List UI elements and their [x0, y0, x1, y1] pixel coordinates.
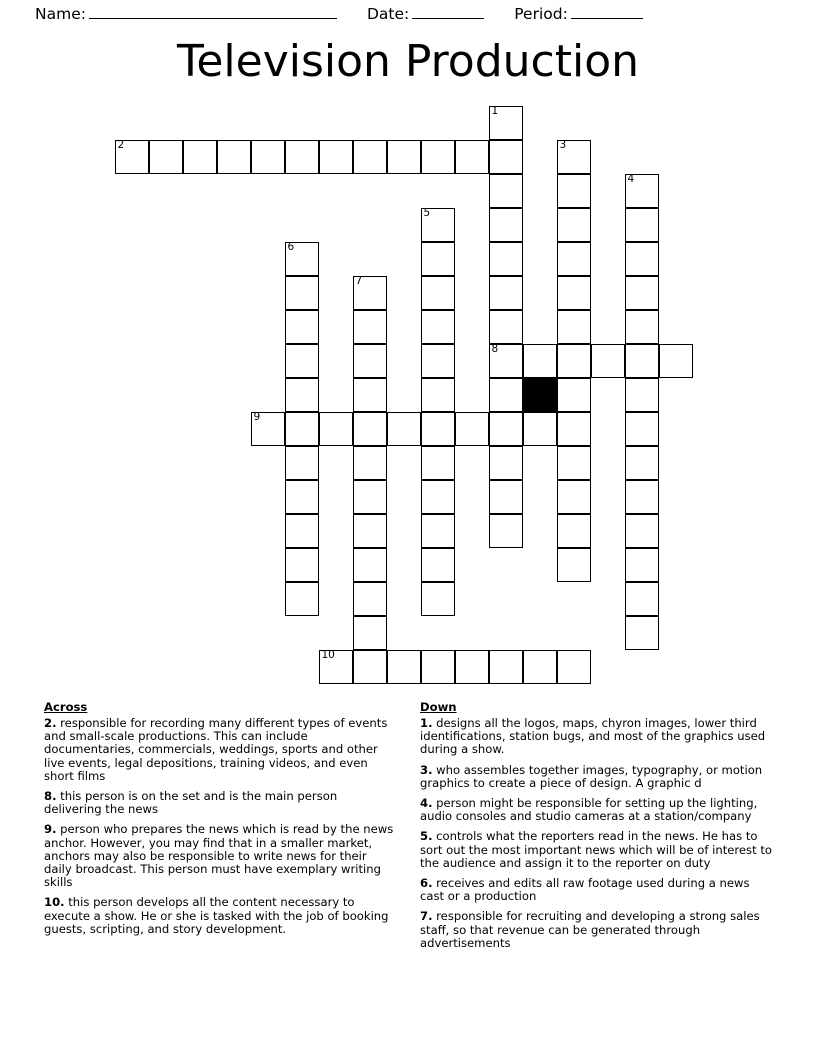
crossword-cell[interactable]: [625, 378, 659, 412]
crossword-cell-number: 3: [559, 139, 567, 151]
crossword-cell[interactable]: [625, 548, 659, 582]
crossword-cell[interactable]: [319, 140, 353, 174]
crossword-cell[interactable]: [421, 480, 455, 514]
clue-number: 10.: [44, 895, 65, 910]
crossword-cell[interactable]: [625, 514, 659, 548]
crossword-cell[interactable]: [251, 412, 285, 446]
clue-text: this person develops all the content necessary to execute a show. He or she is tasked with the job of booking guests, scripting, and story development.: [44, 895, 389, 936]
crossword-cell[interactable]: [625, 344, 659, 378]
crossword-cell[interactable]: [353, 650, 387, 684]
crossword-cell[interactable]: [217, 140, 251, 174]
crossword-cell[interactable]: [489, 276, 523, 310]
crossword-cell[interactable]: [489, 650, 523, 684]
crossword-cell[interactable]: [353, 548, 387, 582]
crossword-cell[interactable]: [421, 140, 455, 174]
crossword-cell-number: 5: [423, 207, 431, 219]
crossword-cell[interactable]: [523, 650, 557, 684]
crossword-cell[interactable]: [489, 514, 523, 548]
clue-text: receives and edits all raw footage used during a news cast or a production: [420, 876, 750, 904]
crossword-cell[interactable]: [421, 650, 455, 684]
crossword-cell[interactable]: [149, 140, 183, 174]
crossword-cell[interactable]: [353, 310, 387, 344]
crossword-cell[interactable]: [557, 514, 591, 548]
name-label: Name:: [35, 5, 86, 23]
crossword-cell[interactable]: [285, 446, 319, 480]
crossword-cell[interactable]: [353, 412, 387, 446]
crossword-cell[interactable]: [285, 412, 319, 446]
crossword-cell[interactable]: [489, 208, 523, 242]
crossword-cell[interactable]: [421, 344, 455, 378]
crossword-cell[interactable]: [285, 582, 319, 616]
crossword-cell[interactable]: [659, 344, 693, 378]
crossword-cell[interactable]: [625, 412, 659, 446]
crossword-cell[interactable]: [489, 106, 523, 140]
clue-across-8: [44, 790, 398, 816]
down-heading: Down: [420, 700, 457, 714]
crossword-cell[interactable]: [557, 310, 591, 344]
clue-across-9: [44, 823, 398, 889]
crossword-cell[interactable]: [625, 242, 659, 276]
crossword-cell[interactable]: [285, 480, 319, 514]
crossword-cell-number: 7: [355, 275, 363, 287]
crossword-cell[interactable]: [489, 378, 523, 412]
crossword-cell[interactable]: [625, 480, 659, 514]
clue-number: 4.: [420, 796, 433, 811]
crossword-cell[interactable]: [353, 582, 387, 616]
crossword-cell[interactable]: [421, 582, 455, 616]
crossword-cell[interactable]: [557, 276, 591, 310]
crossword-cell[interactable]: [489, 310, 523, 344]
crossword-cell-number: 10: [321, 649, 335, 661]
clue-down-4: [420, 797, 774, 823]
crossword-cell[interactable]: [285, 514, 319, 548]
clue-number: 2.: [44, 716, 57, 730]
clue-number: 5.: [420, 829, 433, 844]
clue-text: controls what the reporters read in the news. He has to sort out the most important news which will be of interest to the audience and assign it to the reporter on duty: [420, 829, 772, 870]
crossword-cell[interactable]: [421, 276, 455, 310]
crossword-cell[interactable]: [353, 378, 387, 412]
crossword-cell[interactable]: [421, 242, 455, 276]
crossword-cell[interactable]: [625, 446, 659, 480]
crossword-cell[interactable]: [455, 650, 489, 684]
clue-text: designs all the logos, maps, chyron images, lower third identifications, station bugs, and most of the graphics used during a show.: [420, 716, 766, 757]
crossword-cell[interactable]: [523, 344, 557, 378]
crossword-cell[interactable]: [557, 140, 591, 174]
crossword-cell[interactable]: [421, 208, 455, 242]
clue-number: 1.: [420, 716, 433, 730]
crossword-cell[interactable]: [557, 446, 591, 480]
clue-text: responsible for recording many different types of events and small-scale productions. This can include documentaries, commercials, weddings, sports and other live events, legal depositions, training videos, and even short films: [44, 716, 388, 783]
crossword-cell[interactable]: [353, 276, 387, 310]
crossword-cell-number: 8: [491, 343, 499, 355]
clue-text: person who prepares the news which is read by the news anchor. However, you may find that in a smaller market, anchors may also be responsible to write news for their daily broadcast. This person must have exemplary writing skills: [44, 822, 394, 890]
crossword-cell[interactable]: [489, 344, 523, 378]
clues-section: [44, 700, 774, 957]
crossword-cell[interactable]: [353, 446, 387, 480]
crossword-cell[interactable]: [353, 140, 387, 174]
crossword-cell[interactable]: [625, 276, 659, 310]
crossword-cell[interactable]: [421, 412, 455, 446]
crossword-cell[interactable]: [353, 616, 387, 650]
crossword-cell-number: 4: [627, 173, 635, 185]
crossword-cell[interactable]: [285, 548, 319, 582]
crossword-cell[interactable]: [625, 582, 659, 616]
crossword-cell[interactable]: [285, 310, 319, 344]
clue-number: 9.: [44, 822, 57, 837]
crossword-cell-number: 9: [253, 411, 261, 423]
across-clues-column: [44, 700, 398, 957]
crossword-cell[interactable]: [285, 276, 319, 310]
clue-text: responsible for recruiting and developing a strong sales staff, so that revenue can be generated through advertisements: [420, 909, 760, 950]
down-clues-column: [420, 700, 774, 957]
crossword-cell-number: 2: [117, 139, 125, 151]
crossword-cell-number: 6: [287, 241, 295, 253]
page-title: Television Production: [176, 36, 640, 87]
crossword-cell[interactable]: [557, 412, 591, 446]
crossword-cell[interactable]: [353, 514, 387, 548]
crossword-cell[interactable]: [421, 378, 455, 412]
crossword-cell[interactable]: [421, 310, 455, 344]
crossword-cell[interactable]: [489, 446, 523, 480]
crossword-cell[interactable]: [115, 140, 149, 174]
crossword-cell[interactable]: [421, 446, 455, 480]
crossword-cell[interactable]: [251, 140, 285, 174]
crossword-cell[interactable]: [183, 140, 217, 174]
crossword-cell[interactable]: [421, 514, 455, 548]
clue-across-2: [44, 717, 398, 783]
clue-down-3: [420, 764, 774, 790]
crossword-cell[interactable]: [625, 174, 659, 208]
crossword-cell[interactable]: [489, 412, 523, 446]
clue-down-7: [420, 910, 774, 950]
crossword-cell[interactable]: [353, 344, 387, 378]
clue-text: this person is on the set and is the main person delivering the news: [44, 789, 338, 817]
clue-number: 3.: [420, 762, 433, 777]
clue-number: 6.: [420, 876, 433, 891]
crossword-cell-number: 1: [491, 105, 499, 117]
crossword-cell[interactable]: [557, 174, 591, 208]
clue-text: person might be responsible for setting up the lighting, audio consoles and studio cameras at a station/company: [420, 796, 758, 824]
crossword-cell[interactable]: [285, 344, 319, 378]
crossword-cell[interactable]: [625, 616, 659, 650]
crossword-cell[interactable]: [455, 412, 489, 446]
crossword-cell[interactable]: [557, 344, 591, 378]
crossword-cell[interactable]: [387, 650, 421, 684]
crossword-cell[interactable]: [523, 412, 557, 446]
clue-down-1: [420, 717, 774, 757]
crossword-cell[interactable]: [625, 310, 659, 344]
across-heading: Across: [44, 700, 88, 714]
crossword-cell[interactable]: [557, 480, 591, 514]
crossword-cell[interactable]: [489, 140, 523, 174]
crossword-cell[interactable]: [285, 242, 319, 276]
crossword-cell[interactable]: [387, 140, 421, 174]
crossword-cell[interactable]: [489, 242, 523, 276]
crossword-cell[interactable]: [421, 548, 455, 582]
crossword-cell[interactable]: [557, 208, 591, 242]
crossword-cell[interactable]: [625, 208, 659, 242]
crossword-cell[interactable]: [591, 344, 625, 378]
crossword-cell[interactable]: [353, 480, 387, 514]
crossword-cell[interactable]: [557, 548, 591, 582]
clue-text: who assembles together images, typography, or motion graphics to create a piece of design. A graphic d: [420, 762, 763, 790]
crossword-cell[interactable]: [489, 174, 523, 208]
crossword-cell[interactable]: [489, 480, 523, 514]
crossword-cell[interactable]: [319, 412, 353, 446]
crossword-cell[interactable]: [285, 140, 319, 174]
clue-number: 8.: [44, 789, 57, 804]
period-label: Period:: [514, 5, 568, 23]
clue-down-5: [420, 830, 774, 870]
crossword-cell[interactable]: [557, 242, 591, 276]
crossword-block-cell: [523, 378, 557, 412]
clue-number: 7.: [420, 909, 433, 924]
crossword-cell[interactable]: [285, 378, 319, 412]
crossword-cell[interactable]: [319, 650, 353, 684]
crossword-cell[interactable]: [455, 140, 489, 174]
crossword-cell[interactable]: [387, 412, 421, 446]
crossword-cell[interactable]: [557, 650, 591, 684]
date-label: Date:: [366, 5, 410, 23]
clue-across-10: [44, 896, 398, 936]
crossword-cell[interactable]: [557, 378, 591, 412]
clue-down-6: [420, 877, 774, 903]
